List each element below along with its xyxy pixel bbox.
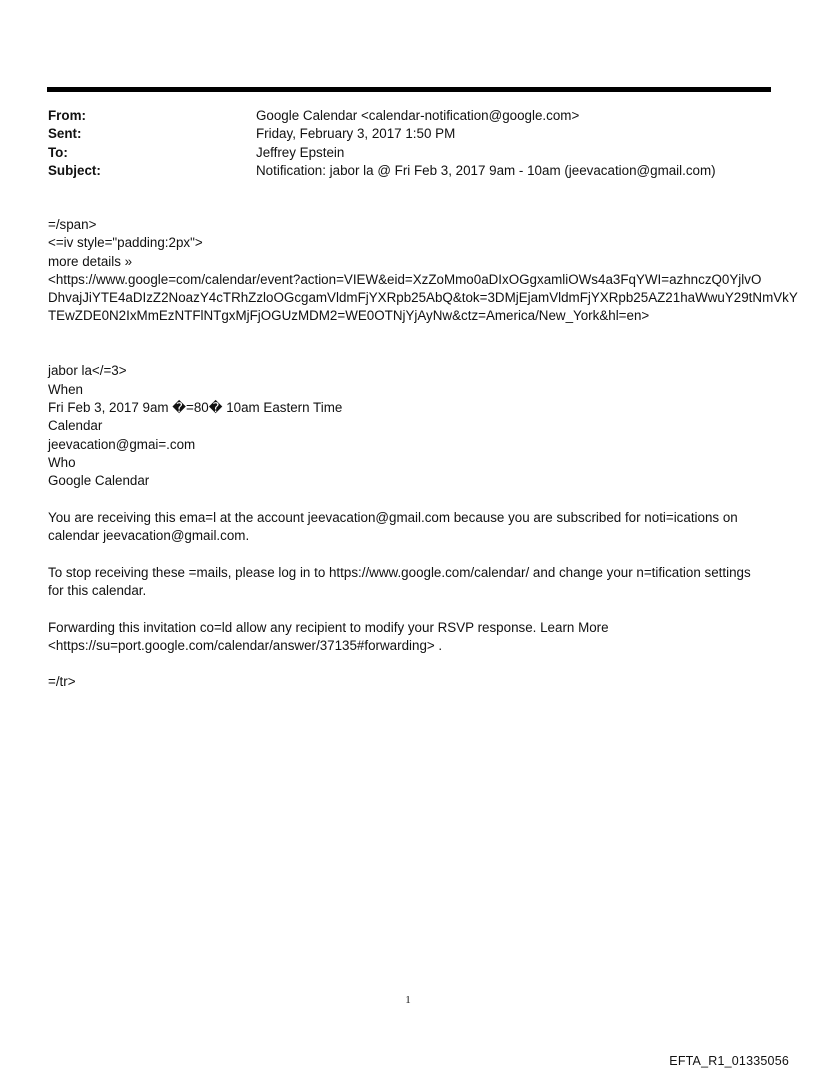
spacer: [48, 490, 778, 508]
unsubscribe-notice: for this calendar.: [48, 582, 147, 598]
event-url-line: TEwZDE0N2IxMmEzNTFlNTgxMjFjOGUzMDM2=WE0OTNjYjAyNw&ctz=America/New_York&hl=en>: [48, 308, 650, 324]
page-number: 1: [405, 994, 411, 1006]
subscription-notice: You are receiving this ema=l at the account jeevacation@gmail.com because you are subscribed for noti=ications on: [48, 509, 738, 525]
when-label: When: [48, 381, 83, 397]
from-label: From:: [48, 108, 86, 123]
email-header: [48, 107, 778, 180]
when-value: Fri Feb 3, 2017 9am �=80� 10am Eastern Time: [48, 399, 343, 415]
raw-markup-line: <=iv style="padding:2px">: [48, 235, 203, 251]
subject-value: Notification: jabor la @ Fri Feb 3, 2017 9am - 10am (jeevacation@gmail.com): [256, 162, 716, 178]
raw-markup-line: =/tr>: [48, 674, 76, 690]
from-value: Google Calendar <calendar-notification@google.com>: [256, 108, 580, 123]
forwarding-notice: <https://su=port.google.com/calendar/answer/37135#forwarding> .: [48, 637, 443, 653]
spacer: [48, 655, 778, 673]
to-row: [48, 144, 778, 162]
more-details-text: more details »: [48, 253, 133, 269]
unsubscribe-notice: To stop receiving these =mails, please log in to https://www.google.com/calendar/ and change your n=tification settings: [48, 564, 751, 580]
sent-value: Friday, February 3, 2017 1:50 PM: [256, 126, 456, 142]
spacer: [48, 600, 778, 618]
event-url-line: DhvajJiYTE4aDIzZ2NoazY4cTRhZzloOGcgamVldmFjYXRpb25AbQ&tok=3DMjEjamVldmFjYXRpb25AZ21haWwuY29tNmVkY: [48, 290, 798, 306]
spacer: [48, 326, 778, 363]
subject-row: [48, 162, 778, 180]
forwarding-notice: Forwarding this invitation co=ld allow any recipient to modify your RSVP response. Learn More: [48, 619, 609, 635]
calendar-label: Calendar: [48, 418, 103, 434]
spacer: [48, 545, 778, 563]
raw-markup-line: =/span>: [48, 217, 97, 232]
who-value: Google Calendar: [48, 473, 150, 489]
to-value: Jeffrey Epstein: [256, 144, 345, 160]
calendar-value: jeevacation@gmai=.com: [48, 436, 196, 452]
sent-label: Sent:: [48, 126, 82, 142]
subject-label: Subject:: [48, 162, 101, 178]
to-label: To:: [48, 144, 68, 160]
sent-row: [48, 125, 778, 143]
event-title: jabor la</=3>: [48, 363, 127, 379]
from-row: [48, 107, 778, 125]
header-divider: [47, 87, 771, 92]
subscription-notice: calendar jeevacation@gmail.com.: [48, 528, 250, 544]
event-url-line: <https://www.google=com/calendar/event?action=VIEW&eid=XzZoMmo0aDIxOGgxamliOWs4a3FqYWI=azhnczQ0YjlvO: [48, 271, 762, 287]
bates-number: EFTA_R1_01335056: [669, 1054, 789, 1068]
who-label: Who: [48, 454, 76, 470]
email-body: [48, 216, 798, 692]
